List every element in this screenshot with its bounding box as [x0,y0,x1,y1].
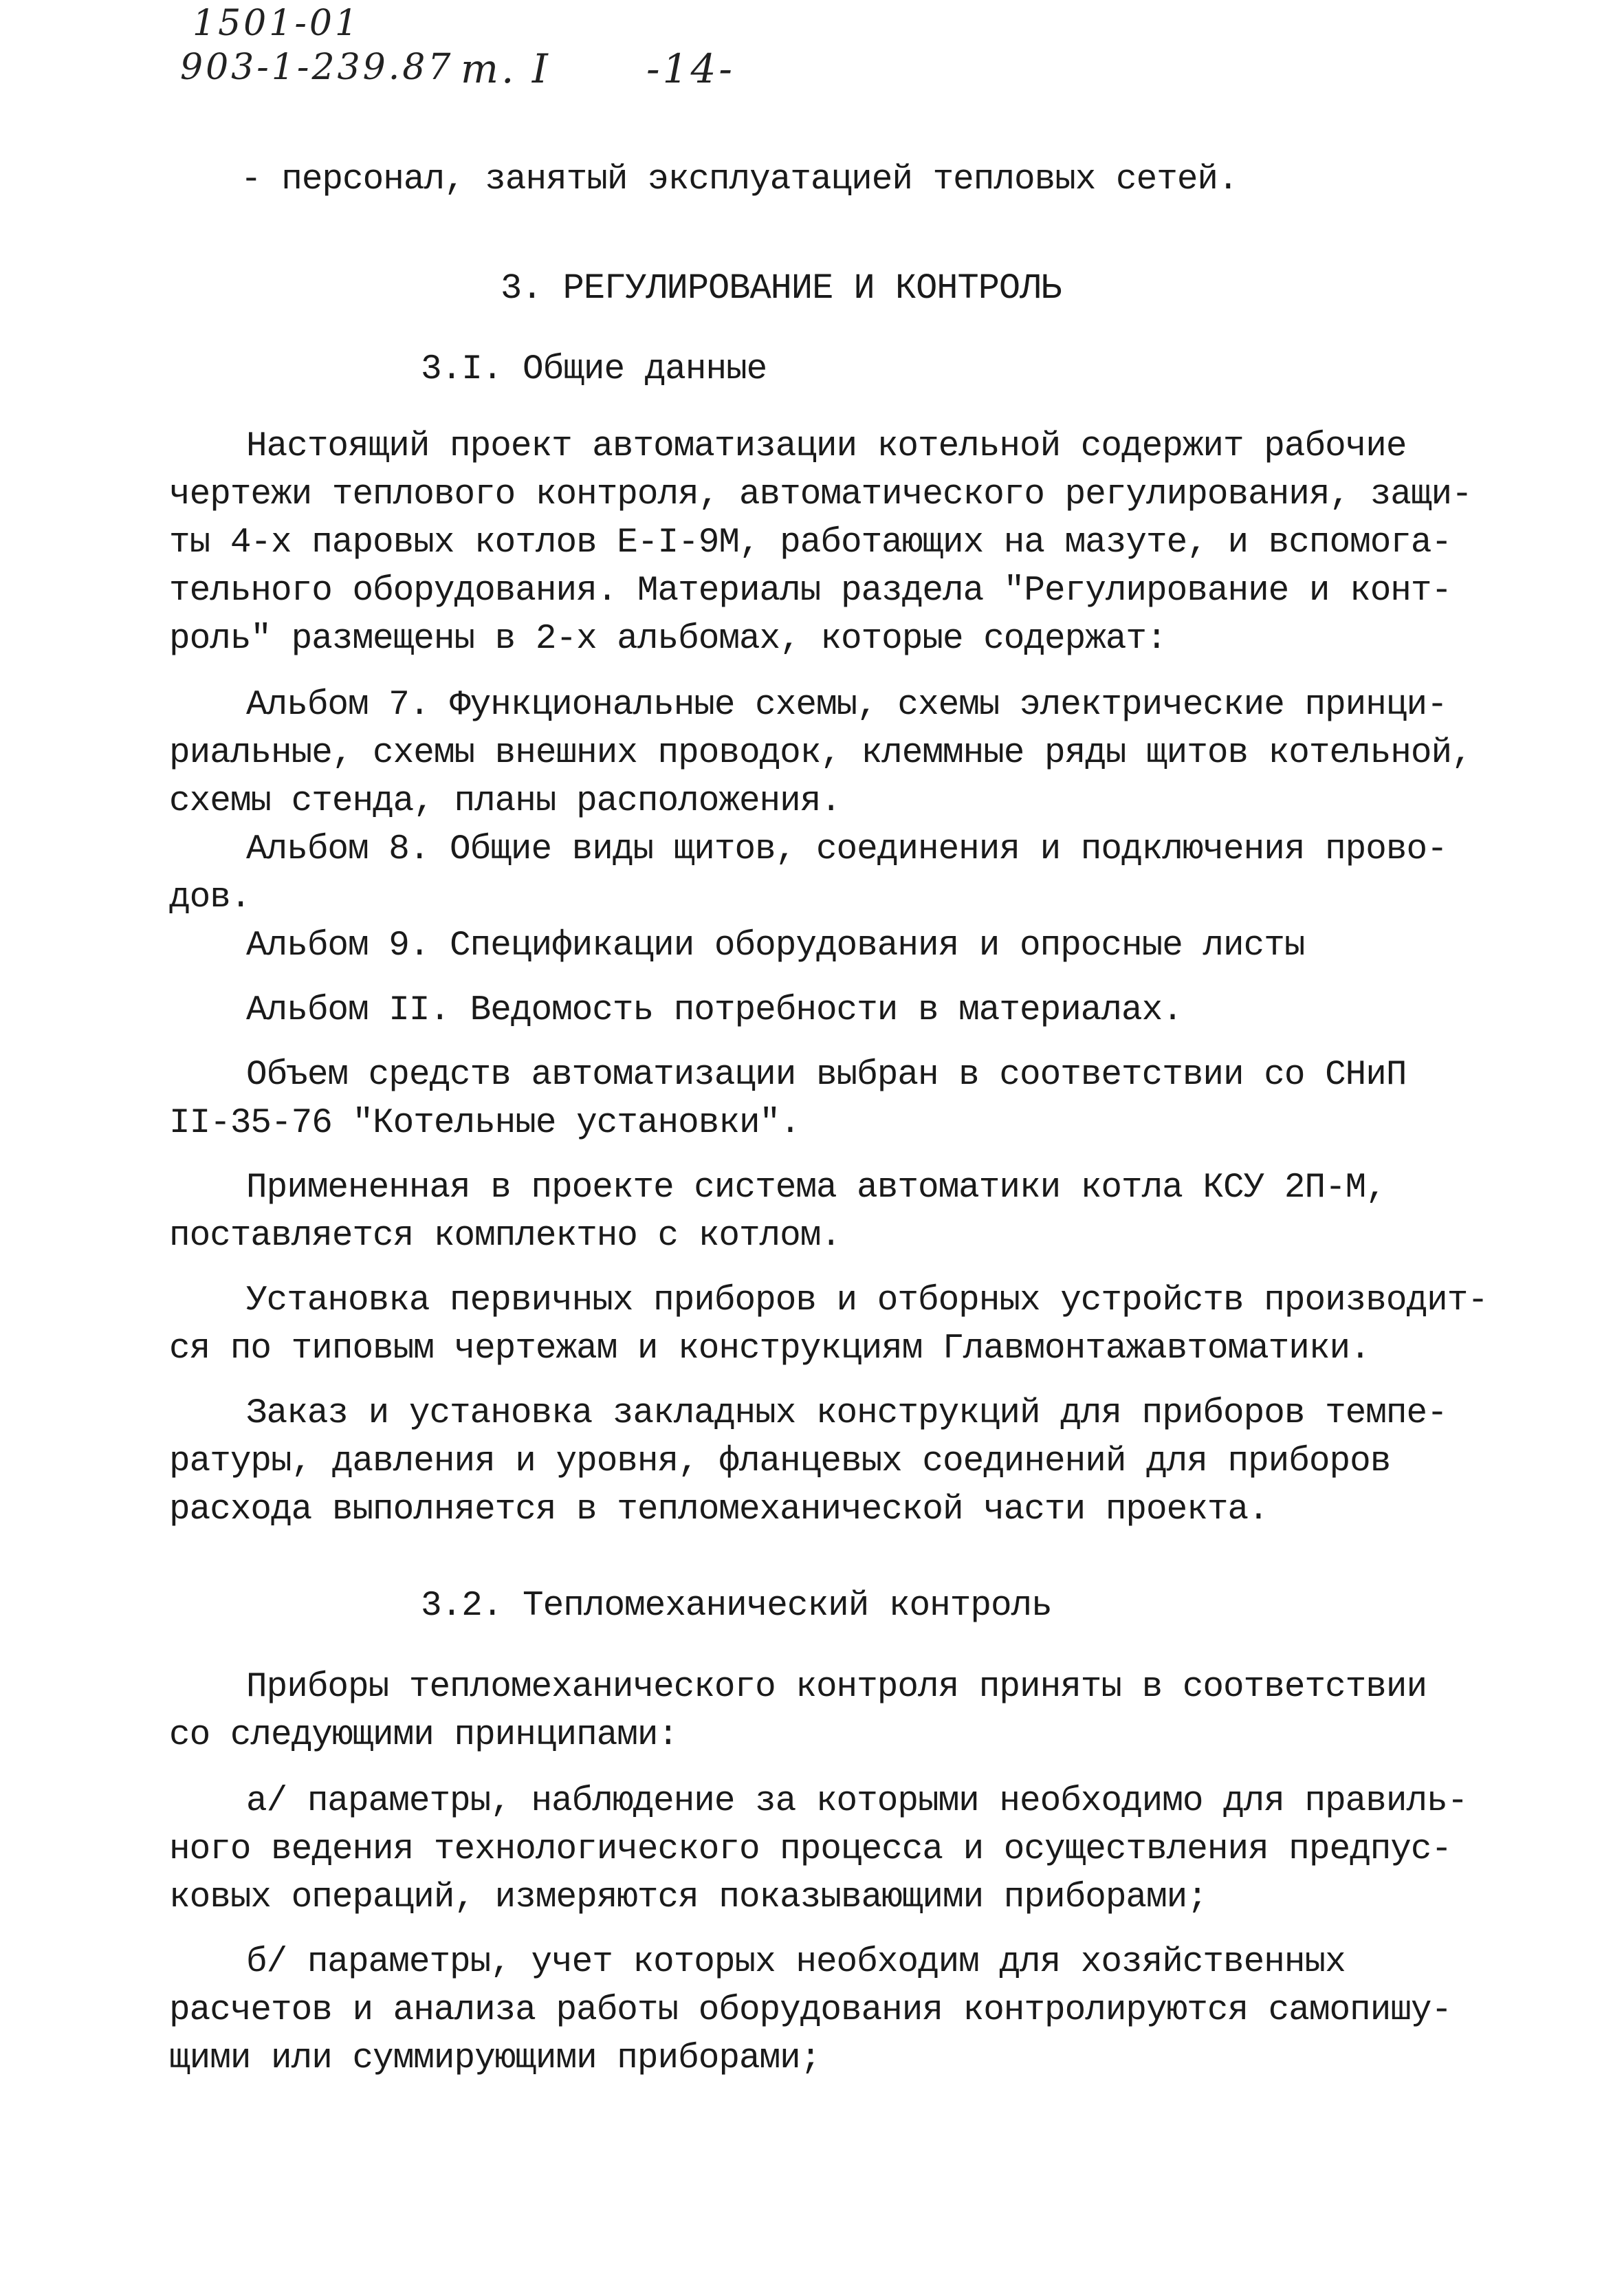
text-line: тельного оборудования. Материалы раздела "Регулирование и конт- [169,572,1452,611]
text-line: расхода выполняется в тепломеханической части проекта. [169,1490,1269,1530]
text-line: чертежи теплового контроля, автоматического регулирования, защи- [169,475,1472,514]
text-line: ся по типовым чертежам и конструкциям Главмонтажавтоматики. [169,1329,1370,1369]
text-line: Объем средств автоматизации выбран в соответствии со СНиП [246,1056,1407,1095]
text-line: Альбом II. Ведомость потребности в материалах. [246,991,1183,1030]
text-line: со следующими принципами: [169,1716,679,1755]
text-line: Альбом 7. Функциональные схемы, схемы электрические принци- [246,686,1447,725]
section-title: 3. РЕГУЛИРОВАНИЕ И КОНТРОЛЬ [501,268,1062,309]
text-line: Примененная в проекте система автоматики котла КСУ 2П-М, [246,1168,1386,1208]
text-line: роль" размещены в 2-х альбомах, которые содержат: [169,620,1167,659]
subsection-title: 3.2. Тепломеханический контроль [421,1587,1052,1626]
text-line: Приборы тепломеханического контроля приняты в соответствии [246,1668,1427,1707]
text-line: Альбом 8. Общие виды щитов, соединения и подключения прово- [246,830,1447,869]
text-line: ного ведения технологического процесса и осуществления предпус- [169,1830,1452,1869]
text-line: Заказ и установка закладных конструкций для приборов темпе- [246,1394,1447,1433]
text-line: II-35-76 "Котельные установки". [169,1104,800,1143]
text-line: расчетов и анализа работы оборудования контролируются самопишу- [169,1991,1452,2030]
text-line: ты 4-х паровых котлов Е-I-9М, работающих на мазуте, и вспомога- [169,523,1452,563]
text-line: б/ параметры, учет которых необходим для хозяйственных [246,1943,1346,1982]
page-number: -14- [646,45,735,92]
text-line: риальные, схемы внешних проводок, клеммные ряды щитов котельной, [169,734,1472,773]
text-line: Установка первичных приборов и отборных устройств производит- [246,1281,1488,1320]
volume-label: т. I [461,45,551,92]
text-line: щими или суммирующими приборами; [169,2039,821,2078]
project-code: 903-1-239.87 [180,47,454,88]
text-line: дов. [169,878,251,917]
text-line: Альбом 9. Спецификации оборудования и опросные листы [246,926,1305,966]
text-line: а/ параметры, наблюдение за которыми необходимо для правиль- [246,1782,1468,1821]
text-line: Настоящий проект автоматизации котельной содержит рабочие [246,427,1407,466]
text-line: ковых операций, измеряются показывающими приборами; [169,1878,1207,1917]
text-line: поставляется комплектно с котлом. [169,1217,841,1256]
text-line: ратуры, давления и уровня, фланцевых соединений для приборов [169,1442,1391,1481]
text-line: схемы стенда, планы расположения. [169,782,841,821]
archive-code: 1501-01 [193,3,361,44]
subsection-title: 3.I. Общие данные [421,350,767,389]
text-line: - персонал, занятый эксплуатацией тепловых сетей. [241,160,1238,199]
